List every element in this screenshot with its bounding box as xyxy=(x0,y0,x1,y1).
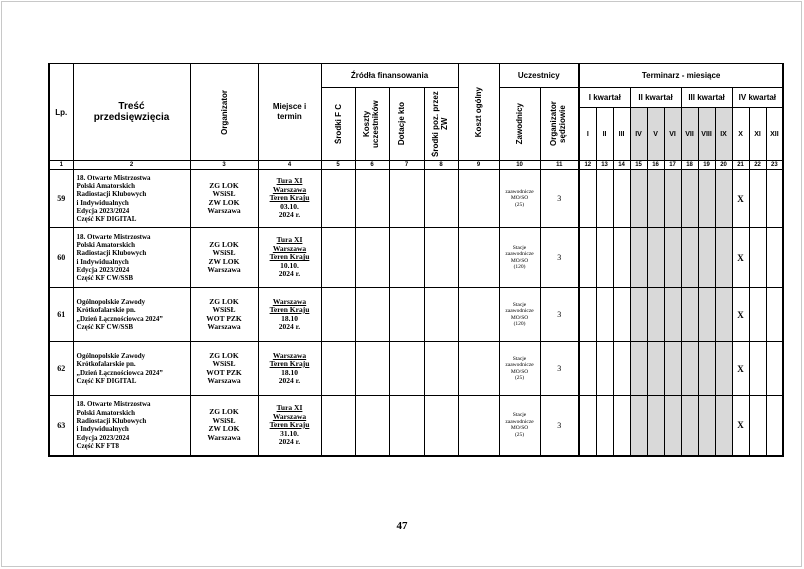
empty-cell xyxy=(424,342,458,396)
text-line: WSiSŁ xyxy=(212,415,236,425)
row-lp: 59 xyxy=(49,170,73,228)
row-miejsce xyxy=(258,228,321,288)
row-miejsce xyxy=(258,288,321,342)
header-month-9: IX xyxy=(715,108,732,161)
month-cell xyxy=(579,342,596,396)
month-cell xyxy=(647,228,664,288)
text-line: (25) xyxy=(514,431,525,438)
row-miejsce xyxy=(258,396,321,456)
column-number: 15 xyxy=(630,161,647,170)
column-number: 22 xyxy=(749,161,766,170)
text-line: 2024 r. xyxy=(278,269,301,279)
text-line: WSiSŁ xyxy=(212,305,236,314)
text-line: 2024 r. xyxy=(278,322,301,331)
header-month-1: I xyxy=(579,108,596,161)
empty-cell xyxy=(424,228,458,288)
row-lp: 62 xyxy=(49,342,73,396)
header-kwartal-4: IV kwartał xyxy=(732,88,783,108)
column-number: 23 xyxy=(766,161,783,170)
column-number: 13 xyxy=(596,161,613,170)
text-line: ZW LOK xyxy=(208,197,240,207)
month-cell xyxy=(664,342,681,396)
page-number: 47 xyxy=(396,520,408,532)
row-miejsce xyxy=(258,342,321,396)
empty-cell xyxy=(458,170,499,228)
month-cell xyxy=(715,228,732,288)
text-line: WOT PZK xyxy=(206,313,242,323)
header-koszty-uczestnikow: Koszty uczestników xyxy=(355,88,389,161)
row-tresc xyxy=(73,170,190,228)
column-number: 8 xyxy=(424,161,458,170)
column-number: 18 xyxy=(681,161,698,170)
column-number: 20 xyxy=(715,161,732,170)
row-zawodnicy xyxy=(499,228,540,288)
header-dotacje: Dotacje kto xyxy=(389,88,424,161)
row-tresc xyxy=(73,396,190,456)
month-cell xyxy=(766,342,783,396)
row-organizator xyxy=(190,288,258,342)
month-cell xyxy=(613,396,630,456)
row-zawodnicy xyxy=(499,170,540,228)
month-cell xyxy=(698,342,715,396)
header-organizator: Organizator xyxy=(190,64,258,161)
month-cell xyxy=(681,288,698,342)
empty-cell xyxy=(355,342,389,396)
header-terminarz: Terminarz - miesiące xyxy=(579,64,783,88)
empty-cell xyxy=(458,288,499,342)
text-line: „Dzień Łącznościowca 2024” xyxy=(76,314,163,323)
empty-cell xyxy=(389,288,424,342)
header-month-5: V xyxy=(647,108,664,161)
empty-cell xyxy=(389,170,424,228)
column-number: 5 xyxy=(321,161,355,170)
text-line: zaawodnicze xyxy=(505,188,534,195)
month-cell xyxy=(681,396,698,456)
text-line: zaawodnicze xyxy=(505,251,534,257)
text-line: (25) xyxy=(514,375,525,381)
month-cell xyxy=(664,170,681,228)
empty-cell xyxy=(424,170,458,228)
month-cell xyxy=(630,396,647,456)
empty-cell xyxy=(389,396,424,456)
text-line: Teren Kraju xyxy=(269,420,310,429)
month-cell xyxy=(766,170,783,228)
text-line: Radiostacji Klubowych xyxy=(76,416,147,425)
header-kwartal-1: I kwartał xyxy=(579,88,630,108)
header-zrodla: Źródła finansowania xyxy=(321,64,458,88)
table-row xyxy=(49,288,783,342)
month-mark: X xyxy=(732,170,749,228)
month-cell xyxy=(630,342,647,396)
text-line: ZG LOK xyxy=(209,296,239,306)
header-kwartal-2: II kwartał xyxy=(630,88,681,108)
month-cell xyxy=(630,170,647,228)
text-line: Edycja 2023/2024 xyxy=(76,433,130,442)
row-lp: 61 xyxy=(49,288,73,342)
header-month-3: III xyxy=(613,108,630,161)
month-cell xyxy=(715,396,732,456)
month-cell xyxy=(647,288,664,342)
column-number: 11 xyxy=(540,161,579,170)
month-cell xyxy=(749,170,766,228)
text-line: WSiSŁ xyxy=(212,189,236,198)
empty-cell xyxy=(321,288,355,342)
column-number: 6 xyxy=(355,161,389,170)
empty-cell xyxy=(321,396,355,456)
row-zawodnicy xyxy=(499,342,540,396)
empty-cell xyxy=(389,342,424,396)
text-line: Stacje xyxy=(512,412,527,419)
month-cell xyxy=(749,342,766,396)
month-cell xyxy=(596,170,613,228)
text-line: (120) xyxy=(513,321,526,327)
column-number: 3 xyxy=(190,161,258,170)
text-line: Teren Kraju xyxy=(269,193,310,203)
column-number: 10 xyxy=(499,161,540,170)
text-line: Część KF DIGITAL xyxy=(76,215,137,224)
text-line: Edycja 2023/2024 xyxy=(76,206,130,215)
text-line: MO/SO xyxy=(510,195,529,202)
empty-cell xyxy=(389,228,424,288)
month-cell xyxy=(681,170,698,228)
column-number: 16 xyxy=(647,161,664,170)
text-line: Stacje xyxy=(512,355,527,362)
text-line: 2024 r. xyxy=(278,376,301,385)
text-line: zaawodnicze xyxy=(505,308,534,314)
text-line: 18.10 xyxy=(281,313,298,323)
month-cell xyxy=(613,342,630,396)
month-cell xyxy=(664,396,681,456)
text-line: 03.10. xyxy=(280,201,299,211)
text-line: Warszawa xyxy=(272,296,307,306)
row-organizator xyxy=(190,342,258,396)
row-zawodnicy xyxy=(499,396,540,456)
text-line: Polski Amatorskich xyxy=(76,240,136,249)
text-line: Część KF CW/SSB xyxy=(76,322,134,331)
text-line: ZG LOK xyxy=(209,407,239,417)
text-line: MO/SO xyxy=(510,425,529,432)
month-cell xyxy=(749,288,766,342)
header-month-10: X xyxy=(732,108,749,161)
header-month-6: VI xyxy=(664,108,681,161)
month-cell xyxy=(766,228,783,288)
text-line: (25) xyxy=(514,201,525,208)
column-number: 2 xyxy=(73,161,190,170)
month-cell xyxy=(613,170,630,228)
month-mark: X xyxy=(732,396,749,456)
month-mark: X xyxy=(732,288,749,342)
text-line: Tura XI xyxy=(276,176,303,186)
row-tresc xyxy=(73,342,190,396)
text-line: Ogólnopolskie Zawody xyxy=(76,297,146,306)
text-line: Polski Amatorskich xyxy=(76,408,136,417)
header-koszt-ogolny: Koszt ogólny xyxy=(458,64,499,161)
row-sedziowie: 3 xyxy=(540,396,579,456)
header-miejsce: Miejsce i termin xyxy=(258,64,321,161)
month-cell xyxy=(664,228,681,288)
month-cell xyxy=(579,288,596,342)
month-cell xyxy=(596,342,613,396)
column-number: 9 xyxy=(458,161,499,170)
row-tresc xyxy=(73,288,190,342)
month-cell xyxy=(579,170,596,228)
month-cell xyxy=(681,342,698,396)
text-line: Warszawa xyxy=(207,206,241,215)
text-line: i Indywidualnych xyxy=(76,425,129,434)
column-number: 21 xyxy=(732,161,749,170)
table-row xyxy=(49,170,783,228)
month-cell xyxy=(698,288,715,342)
column-number: 4 xyxy=(258,161,321,170)
text-line: WSiSŁ xyxy=(212,248,236,257)
text-line: ZW LOK xyxy=(208,256,240,266)
header-month-7: VII xyxy=(681,108,698,161)
row-miejsce xyxy=(258,170,321,228)
header-srodki-fc: Środki F C xyxy=(321,88,355,161)
event-schedule-table xyxy=(48,63,784,457)
text-line: WSiSŁ xyxy=(212,359,236,368)
table-row xyxy=(49,396,783,456)
month-cell xyxy=(579,396,596,456)
row-sedziowie: 3 xyxy=(540,228,579,288)
text-line: WOT PZK xyxy=(206,367,242,377)
text-line: Warszawa xyxy=(272,411,307,421)
empty-cell xyxy=(355,396,389,456)
month-cell xyxy=(613,288,630,342)
column-number: 17 xyxy=(664,161,681,170)
month-cell xyxy=(749,396,766,456)
text-line: Tura XI xyxy=(276,403,303,412)
month-cell xyxy=(596,288,613,342)
text-line: Teren Kraju xyxy=(269,359,310,368)
month-cell xyxy=(766,396,783,456)
month-cell xyxy=(664,288,681,342)
month-cell xyxy=(698,396,715,456)
text-line: Warszawa xyxy=(207,322,241,331)
text-line: zaawodnicze xyxy=(505,418,534,425)
month-cell xyxy=(579,228,596,288)
text-line: ZW LOK xyxy=(208,424,240,434)
text-line: Część KF DIGITAL xyxy=(76,376,137,385)
text-line: ZG LOK xyxy=(209,180,239,190)
row-lp: 60 xyxy=(49,228,73,288)
text-line: Warszawa xyxy=(207,432,241,442)
row-zawodnicy xyxy=(499,288,540,342)
month-cell xyxy=(647,170,664,228)
row-organizator xyxy=(190,170,258,228)
text-line: Radiostacji Klubowych xyxy=(76,190,147,199)
text-line: i Indywidualnych xyxy=(76,257,129,266)
row-organizator xyxy=(190,228,258,288)
text-line: Część KF CW/SSB xyxy=(76,274,134,283)
text-line: zaawodnicze xyxy=(505,362,534,368)
column-number: 1 xyxy=(49,161,73,170)
text-line: 18. Otwarte Mistrzostwa xyxy=(76,173,151,182)
text-line: Warszawa xyxy=(207,265,241,274)
row-sedziowie: 3 xyxy=(540,342,579,396)
text-line: Warszawa xyxy=(272,243,307,253)
month-cell xyxy=(766,288,783,342)
text-line: 18.10 xyxy=(281,367,298,377)
text-line: MO/SO xyxy=(510,257,529,264)
month-cell xyxy=(698,170,715,228)
header-zawodnicy: Zawodnicy xyxy=(499,88,540,161)
text-line: 10.10. xyxy=(280,260,299,270)
row-sedziowie: 3 xyxy=(540,170,579,228)
text-line: 31.10. xyxy=(280,428,299,438)
text-line: Stacje xyxy=(512,244,527,251)
header-month-2: II xyxy=(596,108,613,161)
month-cell xyxy=(630,228,647,288)
month-cell xyxy=(681,228,698,288)
empty-cell xyxy=(321,342,355,396)
text-line: 18. Otwarte Mistrzostwa xyxy=(76,232,151,241)
month-cell xyxy=(630,288,647,342)
empty-cell xyxy=(458,396,499,456)
row-tresc xyxy=(73,228,190,288)
text-line: 2024 r. xyxy=(278,210,301,220)
header-kwartal-3: III kwartał xyxy=(681,88,732,108)
row-sedziowie: 3 xyxy=(540,288,579,342)
text-line: 2024 r. xyxy=(278,437,301,446)
month-cell xyxy=(715,170,732,228)
empty-cell xyxy=(355,228,389,288)
text-line: Krótkofalarskie pn. xyxy=(76,306,136,315)
text-line: Krótkofalarskie pn. xyxy=(76,360,136,369)
row-lp: 63 xyxy=(49,396,73,456)
empty-cell xyxy=(321,170,355,228)
empty-cell xyxy=(458,228,499,288)
empty-cell xyxy=(321,228,355,288)
header-uczestnicy: Uczestnicy xyxy=(499,64,579,88)
text-line: Teren Kraju xyxy=(269,252,310,262)
month-cell xyxy=(613,228,630,288)
text-line: (120) xyxy=(513,264,526,270)
table-row xyxy=(49,228,783,288)
month-cell xyxy=(647,342,664,396)
header-month-4: IV xyxy=(630,108,647,161)
text-line: MO/SO xyxy=(510,314,529,321)
text-line: Polski Amatorskich xyxy=(76,181,136,190)
empty-cell xyxy=(424,288,458,342)
text-line: Radiostacji Klubowych xyxy=(76,249,147,258)
text-line: Warszawa xyxy=(272,350,307,360)
text-line: Warszawa xyxy=(272,184,307,194)
text-line: Edycja 2023/2024 xyxy=(76,265,130,274)
text-line: Część KF FT8 xyxy=(76,441,120,450)
text-line: „Dzień Łącznościowca 2024” xyxy=(76,368,163,377)
header-month-8: VIII xyxy=(698,108,715,161)
header-tresc: Treść przedsięwzięcia xyxy=(73,64,190,161)
header-sedziowie: Organizator sędziowie xyxy=(540,88,579,161)
text-line: Stacje xyxy=(512,301,527,308)
month-mark: X xyxy=(732,342,749,396)
text-line: ZG LOK xyxy=(209,239,239,249)
empty-cell xyxy=(424,396,458,456)
header-month-12: XII xyxy=(766,108,783,161)
header-lp: Lp. xyxy=(49,64,73,161)
month-mark: X xyxy=(732,228,749,288)
empty-cell xyxy=(355,288,389,342)
month-cell xyxy=(647,396,664,456)
empty-cell xyxy=(458,342,499,396)
text-line: Warszawa xyxy=(207,376,241,385)
row-organizator xyxy=(190,396,258,456)
table-row xyxy=(49,342,783,396)
text-line: i Indywidualnych xyxy=(76,198,129,207)
header-month-11: XI xyxy=(749,108,766,161)
text-line: Teren Kraju xyxy=(269,305,310,314)
text-line: ZG LOK xyxy=(209,350,239,360)
empty-cell xyxy=(355,170,389,228)
text-line: MO/SO xyxy=(510,368,529,375)
text-line: 18. Otwarte Mistrzostwa xyxy=(76,400,151,409)
text-line: Tura XI xyxy=(276,235,303,245)
month-cell xyxy=(715,342,732,396)
column-number: 19 xyxy=(698,161,715,170)
text-line: Ogólnopolskie Zawody xyxy=(76,351,146,360)
month-cell xyxy=(715,288,732,342)
month-cell xyxy=(749,228,766,288)
month-cell xyxy=(596,228,613,288)
column-number: 14 xyxy=(613,161,630,170)
month-cell xyxy=(596,396,613,456)
column-number: 7 xyxy=(389,161,424,170)
header-srodki-zw: Środki poz. przez ZW xyxy=(424,88,458,161)
month-cell xyxy=(698,228,715,288)
column-number: 12 xyxy=(579,161,596,170)
